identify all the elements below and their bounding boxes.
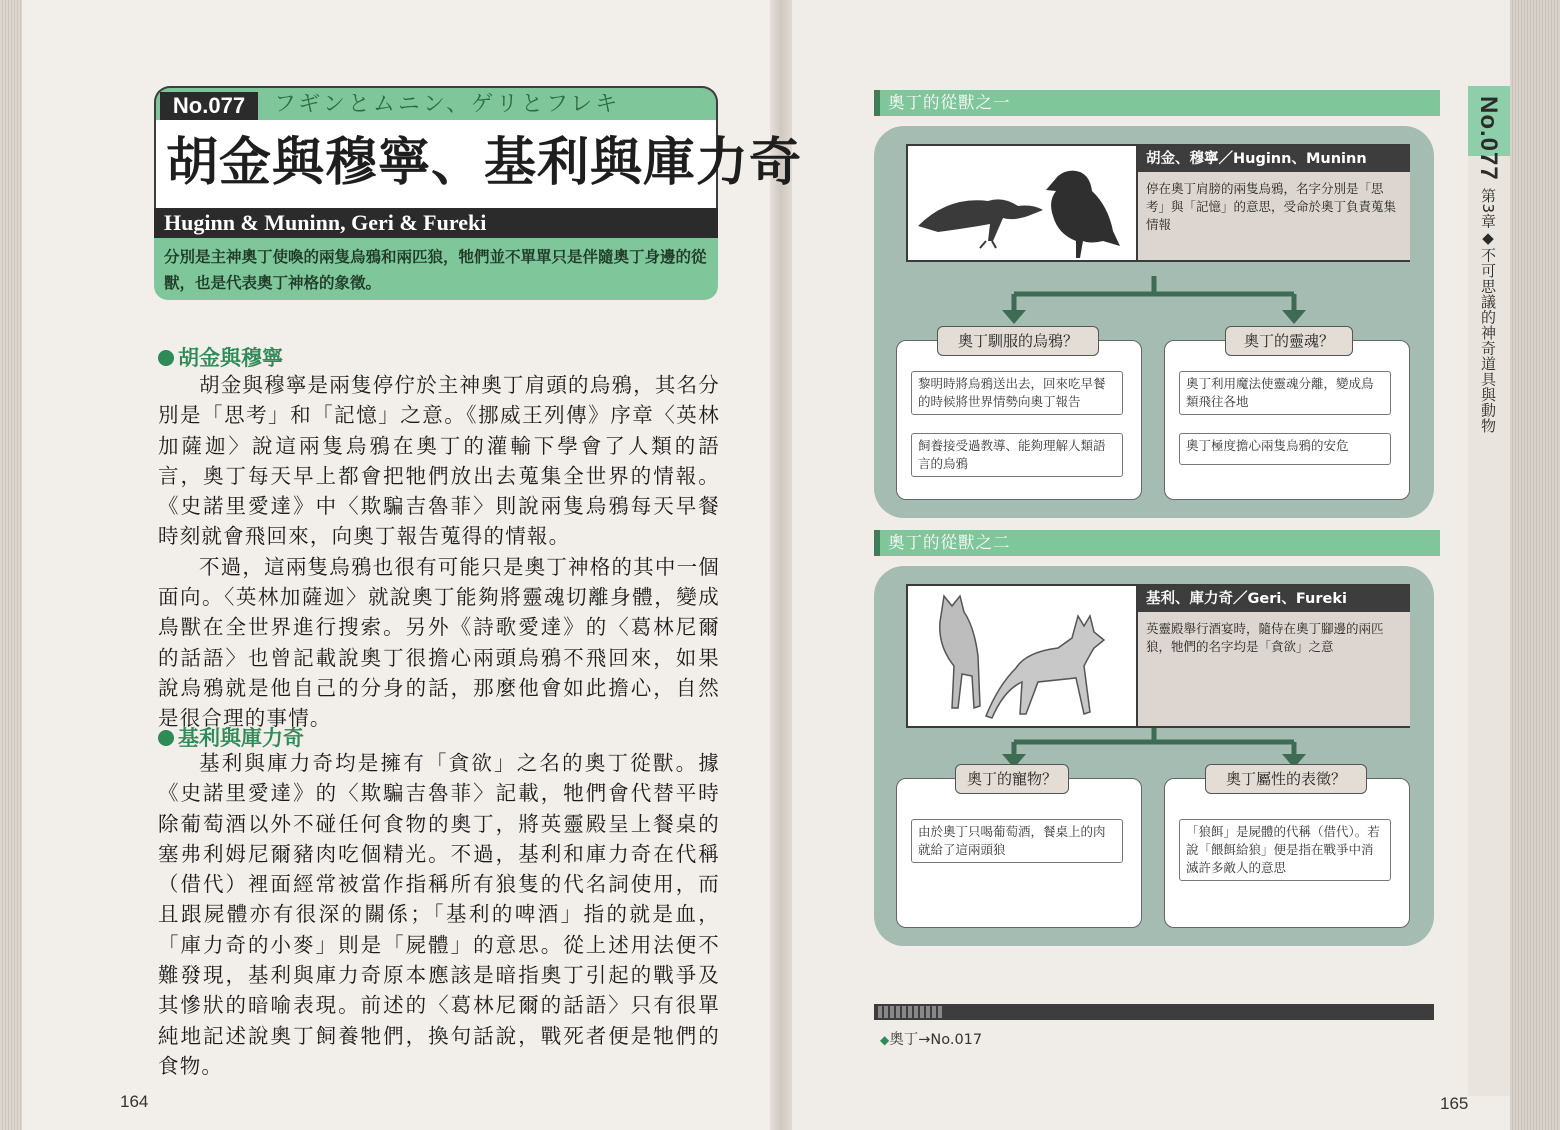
note-box: 奧丁利用魔法使靈魂分離，變成鳥類飛往各地 xyxy=(1179,371,1391,415)
branch-label: 奧丁的靈魂？ xyxy=(1225,326,1353,356)
title-tab xyxy=(154,86,718,122)
section-body-geri-fureki xyxy=(158,748,720,1081)
diagram-ravens xyxy=(874,126,1434,518)
diagram-bar-title: 奧丁的從獸之一 xyxy=(888,93,1011,112)
branch-label: 奧丁的寵物？ xyxy=(955,764,1069,794)
page-stack-right xyxy=(1510,0,1560,1130)
diagram-bar-title: 奧丁的從獸之二 xyxy=(888,533,1011,552)
right-branch-card xyxy=(1164,770,1410,928)
wolves-info-title: 基利、庫力奇／Geri、Fureki xyxy=(1138,586,1410,612)
cross-reference-link[interactable] xyxy=(880,1028,982,1049)
bullet-dot-icon xyxy=(158,730,174,746)
note-box: 黎明時將烏鴉送出去，回來吃早餐的時候將世界情勢向奧丁報告 xyxy=(911,371,1123,415)
entry-number-badge: No.077 xyxy=(160,92,258,120)
paragraph: 不過，這兩隻烏鴉也很有可能只是奧丁神格的其中一個面向。〈英林加薩迦〉就說奧丁能夠將靈魂切離身體，變成鳥獸在全世界進行搜索。另外《詩歌愛達》的〈葛林尼爾的話語〉也曾記載說奧丁很擔心兩頭烏鴉不飛回來，如果說烏鴉就是他自己的分身的話，那麼他會如此擔心，自然是很合理的事情。 xyxy=(158,554,720,731)
branch-label: 奧丁屬性的表徵？ xyxy=(1205,764,1367,794)
diagram-bar-2 xyxy=(874,530,1440,556)
cross-reference-text: 奧丁→No.017 xyxy=(889,1032,983,1048)
note-box: 「狼餌」是屍體的代稱（借代）。若說「餵餌給狼」便是指在戰爭中消滅許多敵人的意思 xyxy=(1179,819,1391,881)
english-title: Huginn & Muninn, Geri & Fureki xyxy=(154,208,718,238)
note-box: 飼養接受過教導、能夠理解人類語言的烏鴉 xyxy=(911,433,1123,477)
left-branch-card xyxy=(896,332,1142,500)
page-stack-left xyxy=(0,0,24,1130)
side-chapter-title: 第3章◆不可思議的神奇道具與動物 xyxy=(1479,188,1497,434)
page-title: 胡金與穆寧、基利與庫力奇 xyxy=(166,133,803,193)
page-number-left: 164 xyxy=(120,1092,149,1111)
paragraph: 基利與庫力奇均是擁有「貪欲」之名的奧丁從獸。據《史諾里愛達》的〈欺騙吉魯菲〉記載，牠們會代替平時除葡萄酒以外不碰任何食物的奧丁，將英靈殿呈上餐桌的塞弗利姆尼爾豬肉吃個精光。不過，基利和庫力奇在代稱（借代）裡面經常被當作指稱所有狼隻的代名詞使用，而且跟屍體亦有很深的關係；「基利的啤酒」指的就是血，「庫力奇的小麥」則是「屍體」的意思。從上述用法便不難發現，基利與庫力奇原本應該是暗指奧丁引起的戰爭及其慘狀的暗喻表現。前述的〈葛林尼爾的話語〉只有很單純地記述說奧丁飼養牠們，換句話說，戰死者便是牠們的食物。 xyxy=(158,751,720,1078)
ravens-info-text: 停在奧丁肩膀的兩隻烏鴉，名字分別是「思考」與「記憶」的意思，受命於奧丁負責蒐集情報 xyxy=(1146,181,1397,232)
diagram-wolves xyxy=(874,566,1434,946)
ravens-info-title: 胡金、穆寧／Huginn、Muninn xyxy=(1138,146,1410,172)
related-items-label xyxy=(878,1006,944,1018)
japanese-title: フギンとムニン、ゲリとフレキ xyxy=(274,92,621,117)
branch-label: 奧丁馴服的烏鴉？ xyxy=(937,326,1099,356)
diamond-icon: ◆ xyxy=(880,1033,890,1047)
section-heading-text: 基利與庫力奇 xyxy=(178,726,304,750)
wolves-info-text: 英靈殿舉行酒宴時，隨侍在奧丁腳邊的兩匹狼，牠們的名字均是「貪欲」之意 xyxy=(1146,621,1384,654)
left-branch-card xyxy=(896,770,1142,928)
section-heading-text: 胡金與穆寧 xyxy=(178,346,283,370)
related-items-bar xyxy=(874,1004,1434,1020)
right-branch-card xyxy=(1164,332,1410,500)
diagram-bar-1 xyxy=(874,90,1440,116)
note-box: 由於奧丁只喝葡萄酒，餐桌上的肉就給了這兩頭狼 xyxy=(911,819,1123,863)
section-body-huginn-muninn xyxy=(158,370,720,734)
page-number-right: 165 xyxy=(1440,1094,1469,1113)
section-heading-huginn-muninn xyxy=(158,342,283,372)
side-entry-number: No.077 xyxy=(1475,96,1502,181)
summary-box xyxy=(154,238,718,300)
entry-title-box xyxy=(154,86,803,300)
summary-text: 分別是主神奧丁使喚的兩隻烏鴉和兩匹狼，牠們並不單單只是伴隨奧丁身邊的從獸，也是代表奧丁神格的象徵。 xyxy=(164,248,707,292)
paragraph: 胡金與穆寧是兩隻停佇於主神奧丁肩頭的烏鴉，其名分別是「思考」和「記憶」之意。《挪威王列傳》序章〈英林加薩迦〉說這兩隻烏鴉在奧丁的灌輸下學會了人類的語言，奧丁每天早上都會把牠們放出去蒐集全世界的情報。《史諾里愛達》中〈欺騙吉魯菲〉則說兩隻烏鴉每天早餐時刻就會飛回來，向奧丁報告蒐得的情報。 xyxy=(158,373,720,549)
note-box: 奧丁極度擔心兩隻烏鴉的安危 xyxy=(1179,433,1391,465)
main-title-wrap xyxy=(154,120,803,208)
bullet-dot-icon xyxy=(158,350,174,366)
